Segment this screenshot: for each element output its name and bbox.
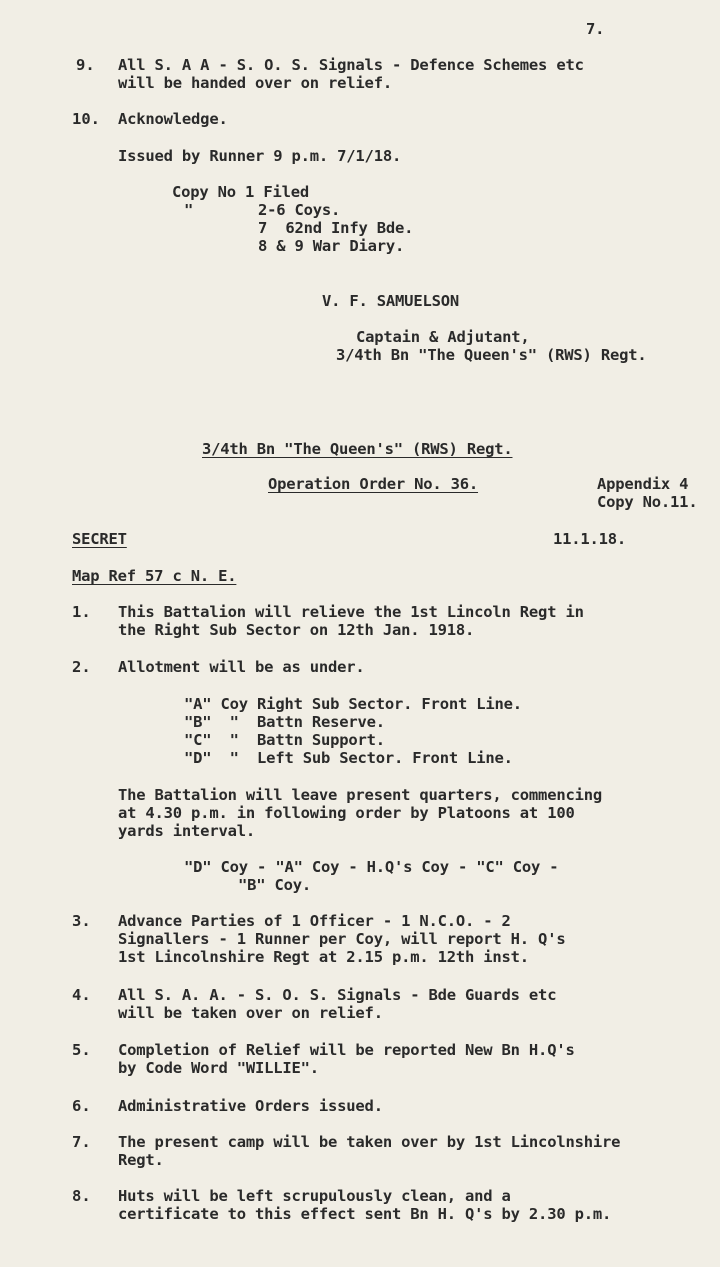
allotment-c-coy: "C" " Battn Support. [184,731,385,749]
item-4-line-2: will be taken over on relief. [118,1004,383,1022]
leave-line-1: The Battalion will leave present quarters, commencing [118,786,602,804]
item-7-line-1: The present camp will be taken over by 1st Lincolnshire [118,1133,621,1151]
item-8-line-2: certificate to this effect sent Bn H. Q's by 2.30 p.m. [118,1205,612,1223]
page-number: 7. [586,20,605,38]
item-10-number: 10. [72,110,100,128]
item-2-number: 2. [72,658,91,676]
leave-line-3: yards interval. [118,822,255,840]
copy-line-3: 7 62nd Infy Bde. [258,219,414,237]
item-1-line-1: This Battalion will relieve the 1st Lincoln Regt in [118,603,584,621]
order-date: 11.1.18. [553,530,627,548]
item-6-number: 6. [72,1097,91,1115]
copy-line-4: 8 & 9 War Diary. [258,237,405,255]
unit-title: 3/4th Bn "The Queen's" (RWS) Regt. [202,440,513,458]
item-1-number: 1. [72,603,91,621]
issued-line: Issued by Runner 9 p.m. 7/1/18. [118,147,402,165]
item-5-number: 5. [72,1041,91,1059]
item-4-number: 4. [72,986,91,1004]
copy-number: Copy No.11. [597,493,698,511]
signatory-unit: 3/4th Bn "The Queen's" (RWS) Regt. [336,346,647,364]
allotment-d-coy: "D" " Left Sub Sector. Front Line. [184,749,513,767]
item-10-text: Acknowledge. [118,110,228,128]
copy-ditto-mark: " [184,201,194,219]
item-2-line-1: Allotment will be as under. [118,658,365,676]
item-4-line-1: All S. A. A. - S. O. S. Signals - Bde Guards etc [118,986,557,1004]
item-7-line-2: Regt. [118,1151,164,1169]
item-3-line-1: Advance Parties of 1 Officer - 1 N.C.O. - 2 [118,912,511,930]
item-3-line-2: Signallers - 1 Runner per Coy, will report H. Q's [118,930,566,948]
leave-line-2: at 4.30 p.m. in following order by Platoons at 100 [118,804,575,822]
item-5-line-1: Completion of Relief will be reported New Bn H.Q's [118,1041,575,1059]
signatory-rank: Captain & Adjutant, [356,328,530,346]
order-title: Operation Order No. 36. [268,475,479,493]
copy-line-2: 2-6 Coys. [258,201,341,219]
map-reference: Map Ref 57 c N. E. [72,567,237,585]
item-5-line-2: by Code Word "WILLIE". [118,1059,319,1077]
appendix-label: Appendix 4 [597,475,689,493]
allotment-b-coy: "B" " Battn Reserve. [184,713,385,731]
march-order-line-2: "B" Coy. [238,876,312,894]
item-3-number: 3. [72,912,91,930]
item-7-number: 7. [72,1133,91,1151]
item-8-line-1: Huts will be left scrupulously clean, and a [118,1187,511,1205]
secret-label: SECRET [72,530,127,548]
item-1-line-2: the Right Sub Sector on 12th Jan. 1918. [118,621,475,639]
item-6-line-1: Administrative Orders issued. [118,1097,383,1115]
allotment-a-coy: "A" Coy Right Sub Sector. Front Line. [184,695,522,713]
item-9-line-1: All S. A A - S. O. S. Signals - Defence Schemes etc [118,56,584,74]
signatory-name: V. F. SAMUELSON [322,292,459,310]
item-3-line-3: 1st Lincolnshire Regt at 2.15 p.m. 12th inst. [118,948,529,966]
item-8-number: 8. [72,1187,91,1205]
march-order-line-1: "D" Coy - "A" Coy - H.Q's Coy - "C" Coy - [184,858,559,876]
copy-line-1: Copy No 1 Filed [172,183,309,201]
item-9-number: 9. [76,56,95,74]
item-9-line-2: will be handed over on relief. [118,74,392,92]
